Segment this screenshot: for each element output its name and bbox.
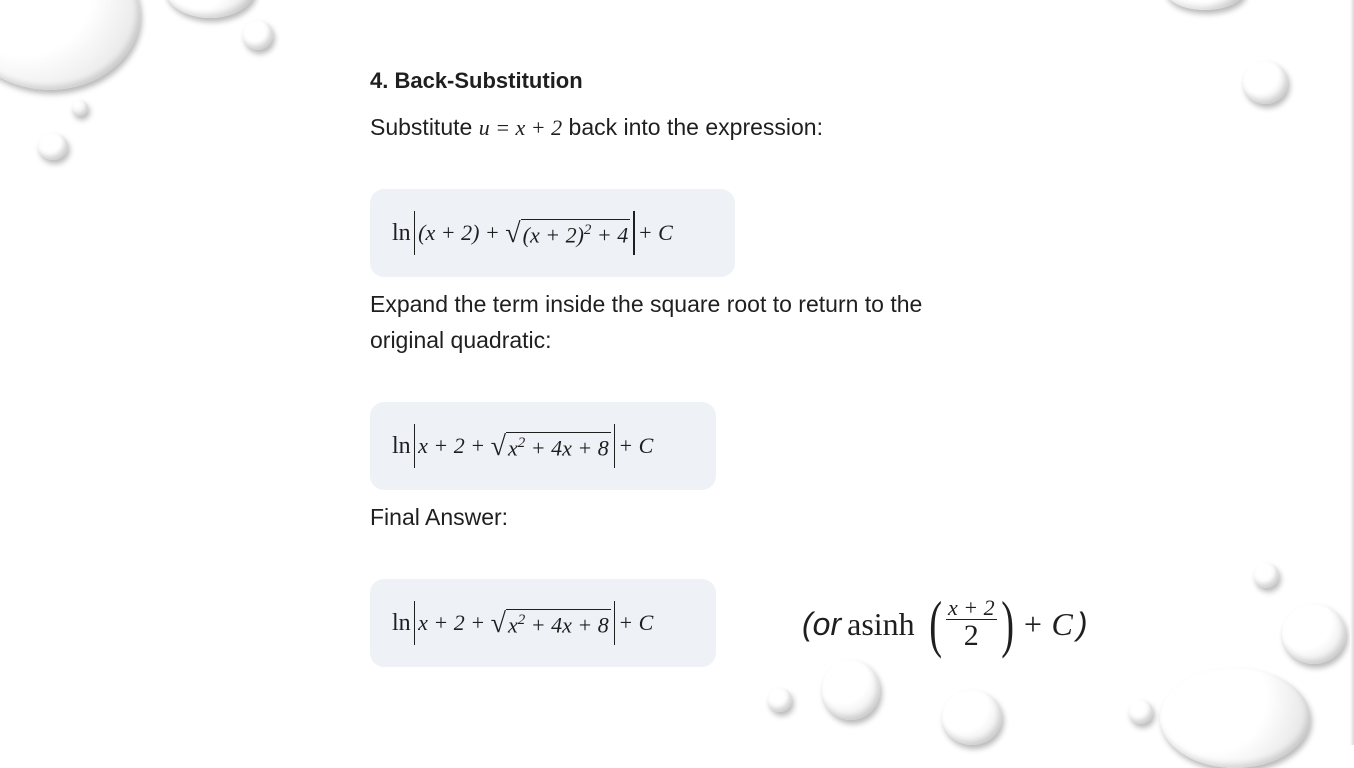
root-base: (x + 2) bbox=[522, 222, 584, 248]
equation-box-2 bbox=[370, 402, 716, 490]
root-tail: + 4x + 8 bbox=[525, 435, 609, 461]
root-exponent: 2 bbox=[517, 611, 526, 628]
water-drop-decoration bbox=[1243, 61, 1288, 104]
ln-label: ln bbox=[392, 432, 411, 459]
root-exponent: 2 bbox=[517, 434, 526, 451]
root-base: x bbox=[508, 612, 518, 638]
eq2-tail: + C bbox=[618, 433, 654, 458]
equation-box-1 bbox=[370, 189, 735, 277]
intro-math: u = x + 2 bbox=[478, 115, 563, 140]
root-base: x bbox=[508, 435, 518, 461]
water-drop-decoration bbox=[768, 688, 792, 712]
abs-bar-right bbox=[614, 601, 616, 645]
intro-prefix: Substitute bbox=[370, 114, 473, 140]
water-drop-decoration bbox=[0, 0, 140, 90]
water-drop-decoration bbox=[1160, 668, 1310, 768]
alt-paren-right: ) bbox=[1000, 588, 1014, 659]
water-drop-decoration bbox=[1129, 700, 1153, 724]
abs-bar-right bbox=[614, 424, 616, 468]
expand-paragraph: Expand the term inside the square root to return to the original quadratic: bbox=[370, 291, 923, 353]
abs-bar-left bbox=[414, 601, 416, 645]
alt-tail: + C bbox=[1021, 605, 1073, 642]
root-content bbox=[521, 219, 631, 248]
alt-denominator: 2 bbox=[963, 619, 979, 653]
water-drop-decoration bbox=[1282, 604, 1346, 664]
water-drop-decoration bbox=[165, 0, 255, 18]
abs-bar-right bbox=[633, 211, 635, 255]
water-drop-decoration bbox=[72, 100, 88, 116]
radical-sign: √ bbox=[490, 431, 507, 463]
slide-edge bbox=[1350, 0, 1354, 745]
eq3-tail: + C bbox=[618, 610, 654, 635]
square-root bbox=[491, 432, 611, 461]
water-drop-decoration bbox=[243, 20, 273, 50]
alt-open: (or bbox=[802, 605, 842, 642]
water-drop-decoration bbox=[822, 660, 880, 720]
alternative-answer bbox=[802, 588, 1088, 660]
ln-label: ln bbox=[392, 219, 411, 246]
ln-label: ln bbox=[392, 609, 411, 636]
alt-paren-left: ( bbox=[928, 588, 942, 659]
square-root bbox=[505, 219, 630, 248]
section-heading: 4. Back-Substitution bbox=[370, 68, 583, 93]
radical-sign: √ bbox=[490, 608, 507, 640]
water-drop-decoration bbox=[1165, 0, 1245, 10]
final-answer-label: Final Answer: bbox=[370, 504, 509, 530]
eq3-inner-left: x + 2 + bbox=[418, 610, 491, 635]
eq1-tail: + C bbox=[637, 220, 673, 245]
water-drop-decoration bbox=[1254, 563, 1279, 588]
root-content bbox=[506, 432, 611, 461]
intro-suffix: back into the expression: bbox=[568, 114, 823, 140]
alt-fraction bbox=[946, 596, 997, 652]
alt-numerator: x + 2 bbox=[947, 595, 995, 621]
root-exponent: 2 bbox=[583, 221, 592, 238]
root-content bbox=[506, 609, 611, 638]
root-tail: + 4 bbox=[591, 222, 629, 248]
root-tail: + 4x + 8 bbox=[525, 612, 609, 638]
alt-func: asinh bbox=[847, 605, 915, 642]
abs-bar-left bbox=[414, 211, 416, 255]
water-drop-decoration bbox=[38, 133, 68, 160]
alt-close: ) bbox=[1076, 605, 1088, 642]
intro-paragraph bbox=[370, 109, 823, 146]
square-root bbox=[491, 609, 611, 638]
equation-box-final bbox=[370, 579, 716, 667]
radical-sign: √ bbox=[505, 218, 521, 250]
abs-bar-left bbox=[414, 424, 416, 468]
water-drop-decoration bbox=[942, 690, 1002, 745]
eq1-inner-left: (x + 2) + bbox=[418, 220, 506, 245]
eq2-inner-left: x + 2 + bbox=[418, 433, 491, 458]
